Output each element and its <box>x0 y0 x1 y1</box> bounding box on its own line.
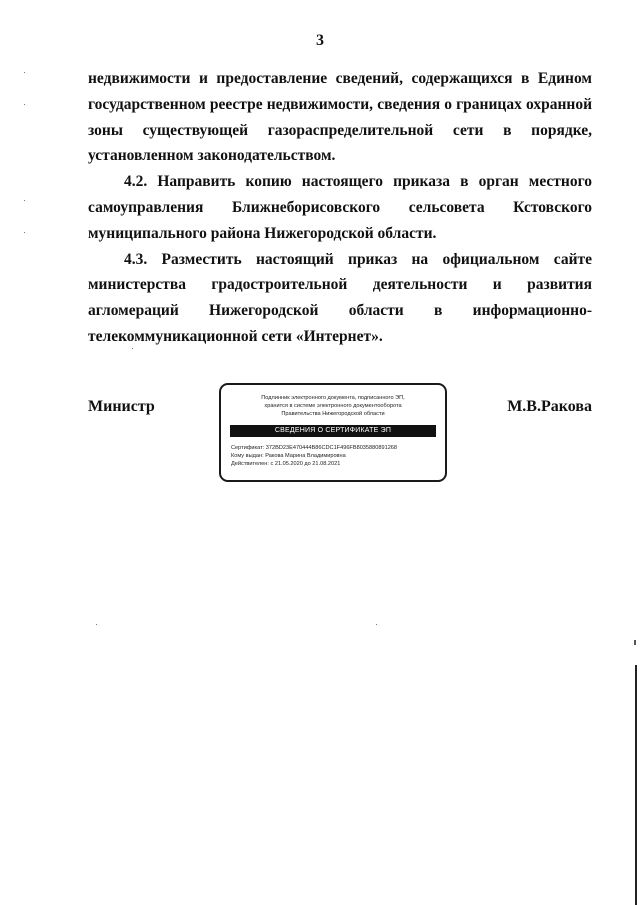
scan-speck <box>24 104 25 105</box>
paragraph-4-3: 4.3. Разместить настоящий приказ на официальном сайте министерства градостроительной деятельности и развития агломераций Нижегородской области в информационно-телекоммуникационной сети «Интернет». <box>88 250 592 345</box>
stamp-details <box>231 444 445 468</box>
signatory-name: М.В.Ракова <box>507 398 592 415</box>
page-number: 3 <box>316 32 324 49</box>
stamp-header-line: хранится в системе электронного документооборота <box>264 403 402 409</box>
stamp-header-line: Подлинник электронного документа, подписанного ЭП, <box>261 395 405 401</box>
document-body <box>88 66 592 350</box>
electronic-signature-stamp <box>219 383 447 482</box>
scan-speck <box>24 232 25 233</box>
signatory-position: Министр <box>88 398 155 415</box>
stamp-header-line: Правительства Нижегородской области <box>281 411 385 417</box>
stamp-issued-to: Кому выдан: Ракова Марина Владимировна <box>231 453 346 459</box>
scan-speck <box>96 624 97 625</box>
scan-edge-line <box>635 665 637 905</box>
paragraph-continuation: недвижимости и предоставление сведений, содержащихся в Едином государственном реестре недвижимости, сведения о границах охранной зоны существующей газораспределительной сети в порядке, установленном законодательством. <box>88 70 592 165</box>
stamp-header <box>221 394 445 418</box>
stamp-certificate: Сертификат: 372BD23E470444B86CDC1F496FB8035880891268 <box>231 445 398 451</box>
scan-speck <box>24 200 25 201</box>
paragraph-4-2: 4.2. Направить копию настоящего приказа в орган местного самоуправления Ближнеборисовского сельсовета Кстовского муниципального района Нижегородской области. <box>88 173 592 242</box>
scan-speck <box>376 624 377 625</box>
stamp-band-title: СВЕДЕНИЯ О СЕРТИФИКАТЕ ЭП <box>230 425 436 437</box>
scan-speck <box>24 72 25 73</box>
scan-speck <box>132 348 133 349</box>
stamp-validity: Действителен: с 21.05.2020 до 21.08.2021 <box>231 461 341 467</box>
scan-edge-mark <box>634 640 636 645</box>
